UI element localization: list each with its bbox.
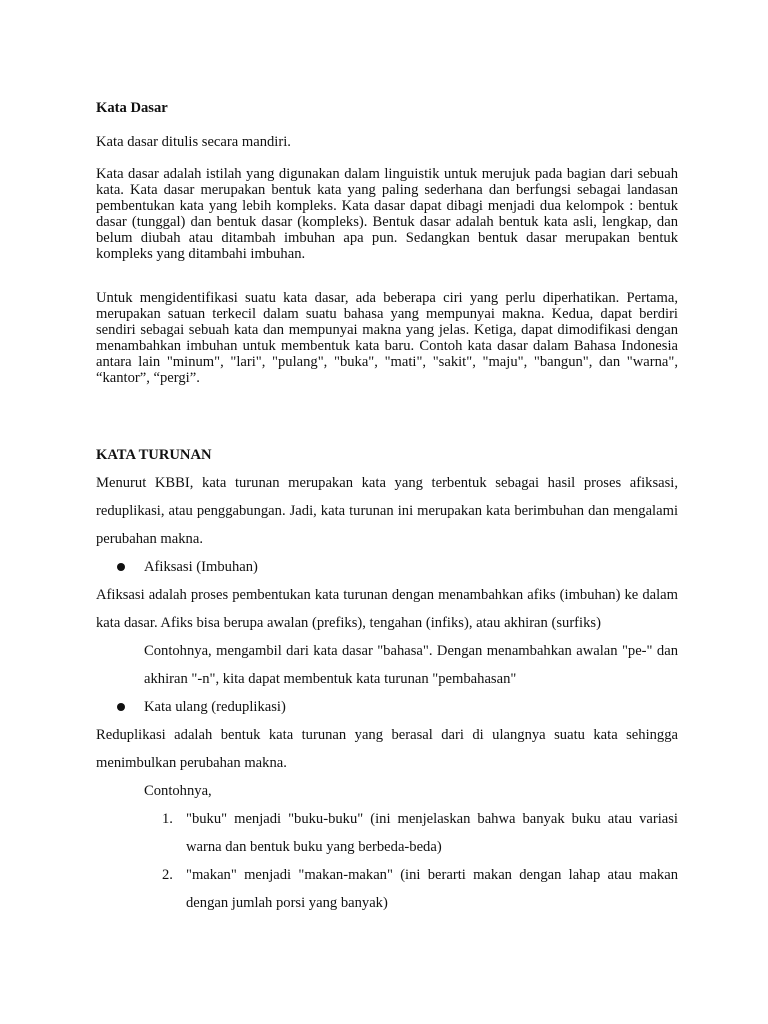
afiksasi-paragraph: Afiksasi adalah proses pembentukan kata turunan dengan menambahkan afiks (imbuhan) ke dalam kata dasar. Afiks bisa berupa awalan (prefiks), tengahan (infiks), atau akhiran (surfiks) xyxy=(96,587,678,631)
list-item xyxy=(96,861,678,917)
section-title-kata-turunan: KATA TURUNAN xyxy=(96,447,212,463)
bullet-item-reduplikasi xyxy=(96,693,678,721)
kata-dasar-intro: Kata dasar ditulis secara mandiri. xyxy=(96,134,291,150)
bullet-label: Afiksasi (Imbuhan) xyxy=(144,559,258,575)
bullet-dot-icon xyxy=(117,563,125,571)
list-item xyxy=(96,805,678,861)
afiksasi-example: Contohnya, mengambil dari kata dasar "bahasa". Dengan menambahkan awalan "pe-" dan akhiran "-n", kita dapat membentuk kata turunan "pembahasan" xyxy=(144,643,678,687)
bullet-label: Kata ulang (reduplikasi) xyxy=(144,699,286,715)
kata-dasar-paragraph-characteristics: Untuk mengidentifikasi suatu kata dasar, ada beberapa ciri yang perlu diperhatikan. Pertama, merupakan satuan terkecil dalam suatu bahasa yang mempunyai makna. Kedua, dapat berdiri sendiri sebagai sebuah kata dan mempunyai makna yang jelas. Ketiga, dapat dimodifikasi dengan menambahkan imbuhan untuk membentuk kata baru. Contoh kata dasar dalam Bahasa Indonesia antara lain "minum", "lari", "pulang", "buka", "mati", "sakit", "maju", "bangun", dan "warna", “kantor”, “pergi”. xyxy=(96,290,678,386)
bullet-item-afiksasi xyxy=(96,553,678,581)
kata-dasar-paragraph-definition: Kata dasar adalah istilah yang digunakan dalam linguistik untuk merujuk pada bagian dari sebuah kata. Kata dasar merupakan bentuk kata yang paling sederhana dan berfungsi sebagai landasan pembentukan kata yang lebih kompleks. Kata dasar dapat dibagi menjadi dua kelompok : bentuk dasar (tunggal) dan bentuk dasar (kompleks). Bentuk dasar adalah bentuk kata asli, lengkap, dan belum diubah atau ditambah imbuhan apa pun. Sedangkan bentuk dasar merupakan bentuk kompleks yang ditambahi imbuhan. xyxy=(96,166,678,262)
list-item-number: 2. xyxy=(162,867,173,883)
bullet-dot-icon xyxy=(117,703,125,711)
contohnya-label: Contohnya, xyxy=(144,783,212,799)
list-item-text: "buku" menjadi "buku-buku" (ini menjelaskan bahwa banyak buku atau variasi warna dan bentuk buku yang berbeda-beda) xyxy=(186,811,678,855)
kata-turunan-intro: Menurut KBBI, kata turunan merupakan kata yang terbentuk sebagai hasil proses afiksasi, reduplikasi, atau penggabungan. Jadi, kata turunan ini merupakan kata berimbuhan dan mengalami perubahan makna. xyxy=(96,475,678,547)
reduplikasi-paragraph: Reduplikasi adalah bentuk kata turunan yang berasal dari di ulangnya suatu kata sehingga menimbulkan perubahan makna. xyxy=(96,727,678,771)
list-item-text: "makan" menjadi "makan-makan" (ini berarti makan dengan lahap atau makan dengan jumlah porsi yang banyak) xyxy=(186,867,678,911)
section-kata-turunan xyxy=(96,441,678,917)
reduplikasi-example-list xyxy=(96,805,678,917)
list-item-number: 1. xyxy=(162,811,173,827)
section-title-kata-dasar: Kata Dasar xyxy=(96,100,168,116)
